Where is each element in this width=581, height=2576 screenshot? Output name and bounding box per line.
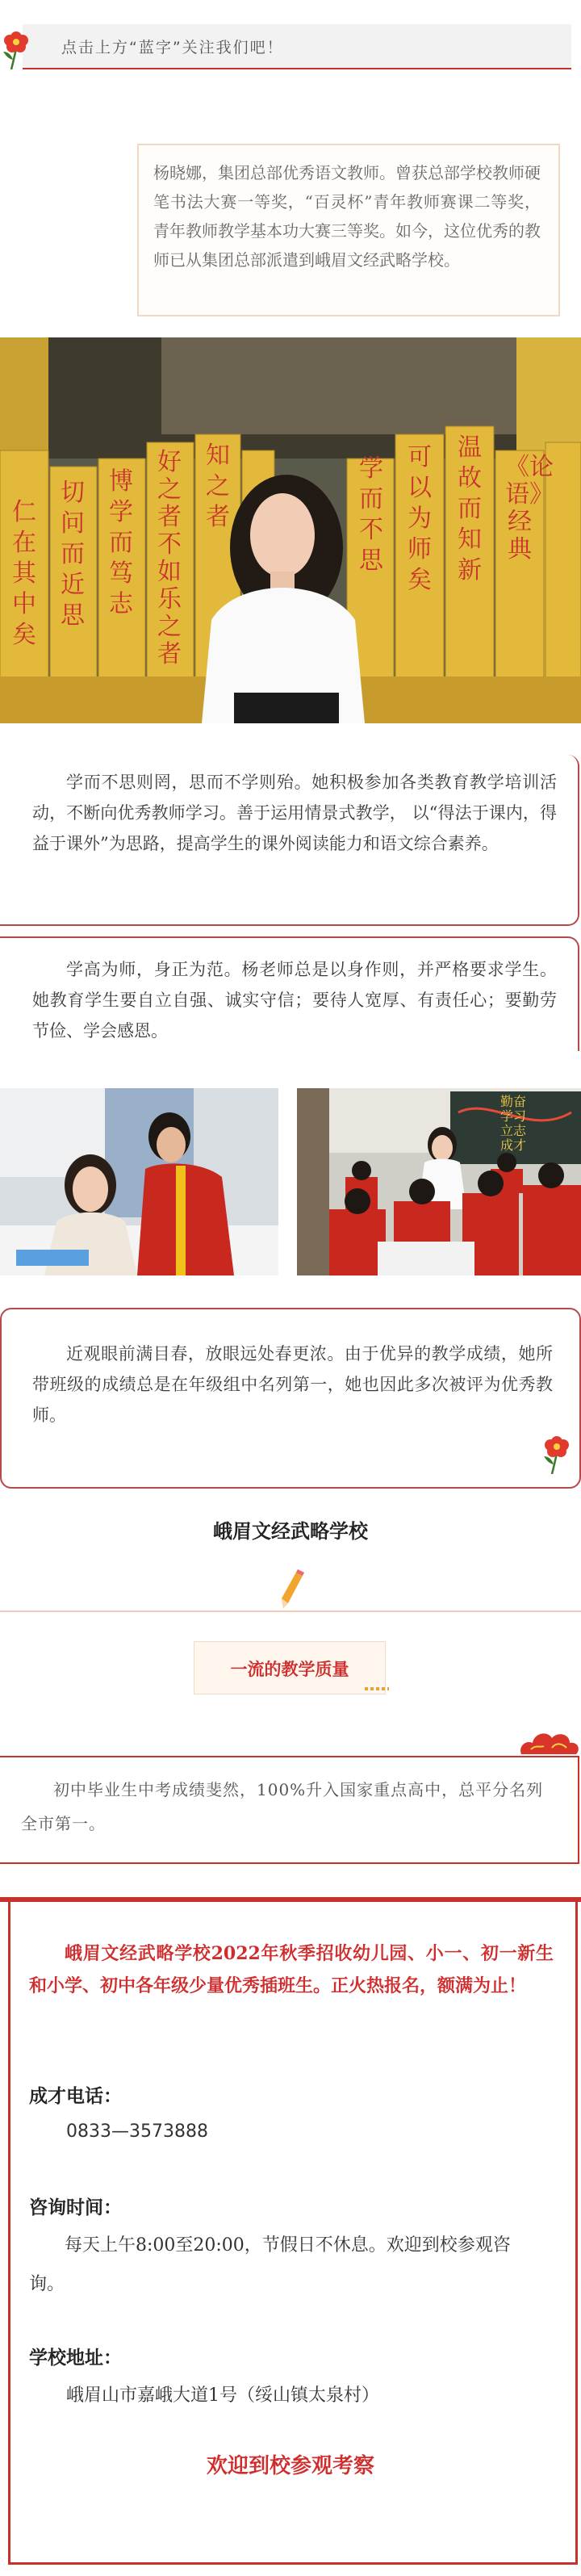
quality-title: 一流的教学质量 <box>230 1660 349 1679</box>
phone-number: 0833—3573888 <box>66 2122 208 2142</box>
address-label: 学校地址： <box>29 2348 122 2369</box>
flower-icon <box>541 1429 573 1474</box>
classroom-photo <box>297 1088 581 1275</box>
paragraph-3: 近观眼前满目春，放眼远处春更浓。由于优异的教学成绩，她所带班级的成绩总是在年级组中名列第一，她也因此多次被评为优秀教师。 <box>32 1344 553 1425</box>
cloud-icon <box>516 1724 581 1759</box>
quality-text: 初中毕业生中考成绩斐然，100%升入国家重点高中，总平分名列全市第一。 <box>21 1780 544 1833</box>
wall-board: 学而不思 <box>359 454 383 575</box>
teacher-wall-photo <box>0 337 581 723</box>
wall-board: 可以为师矣 <box>408 443 432 594</box>
consult-hours: 每天上午8:00至20:00，节假日不休息。欢迎到校参观咨询。 <box>29 2235 511 2294</box>
enrollment-headline: 峨眉文经武略学校2022年秋季招收幼儿园、小一、初一新生和小学、初中各年级少量优秀插班生。正火热报名，额满为止！ <box>29 1943 554 1996</box>
paragraph-1: 学而不思则罔，思而不学则殆。她积极参加各类教育教学培训活动，不断向优秀教师学习。善于运用情景式教学， 以“得法于课内，得益于课外”为思路，提高学生的课外阅读能力和语文综合素养。 <box>32 773 557 853</box>
divider-line <box>0 1611 581 1612</box>
welcome-text: 欢迎到校参观考察 <box>206 2454 374 2478</box>
follow-text: 点击上方“蓝字”关注我们吧！ <box>61 39 284 57</box>
wall-board: 知之者 <box>206 442 230 531</box>
wall-board: 仁在其中矣 <box>12 498 36 649</box>
decor-dots <box>365 1687 389 1690</box>
paragraph-2: 学高为师，身正为范。杨老师总是以身作则，并严格要求学生。她教育学生要自立自强、诚实守信；要待人宽厚、有责任心；要勤劳节俭、学会感恩。 <box>32 960 557 1041</box>
quality-title-box <box>194 1641 386 1694</box>
phone-label: 成才电话： <box>29 2086 122 2107</box>
tutoring-photo <box>0 1088 278 1275</box>
couplet-boards <box>0 434 581 717</box>
pencil-icon <box>278 1566 306 1611</box>
wall-board: 《论语》经典 <box>505 453 554 563</box>
wall-board: 切问而近思 <box>61 479 85 630</box>
school-name: 峨眉文经武略学校 <box>213 1520 368 1543</box>
school-address: 峨眉山市嘉峨大道1号（绥山镇太泉村） <box>66 2385 379 2406</box>
intro-text: 杨晓娜，集团总部优秀语文教师。曾获总部学校教师硬笔书法大赛一等奖，“百灵杯”青年教师赛课二等奖，青年教师教学基本功大赛三等奖。如今，这位优秀的教师已从集团总部派遣到峨眉文经武略学校。 <box>153 163 541 270</box>
blackboard-text: 勤奋学习立志成才 <box>499 1094 526 1153</box>
wall-board: 温故而知新 <box>458 434 482 584</box>
hours-label: 咨询时间： <box>29 2197 122 2218</box>
follow-banner <box>23 24 571 69</box>
wall-board: 好之者不如乐之者 <box>157 448 182 668</box>
flower-icon <box>0 24 32 69</box>
wall-board: 博学而笃志 <box>109 467 133 618</box>
